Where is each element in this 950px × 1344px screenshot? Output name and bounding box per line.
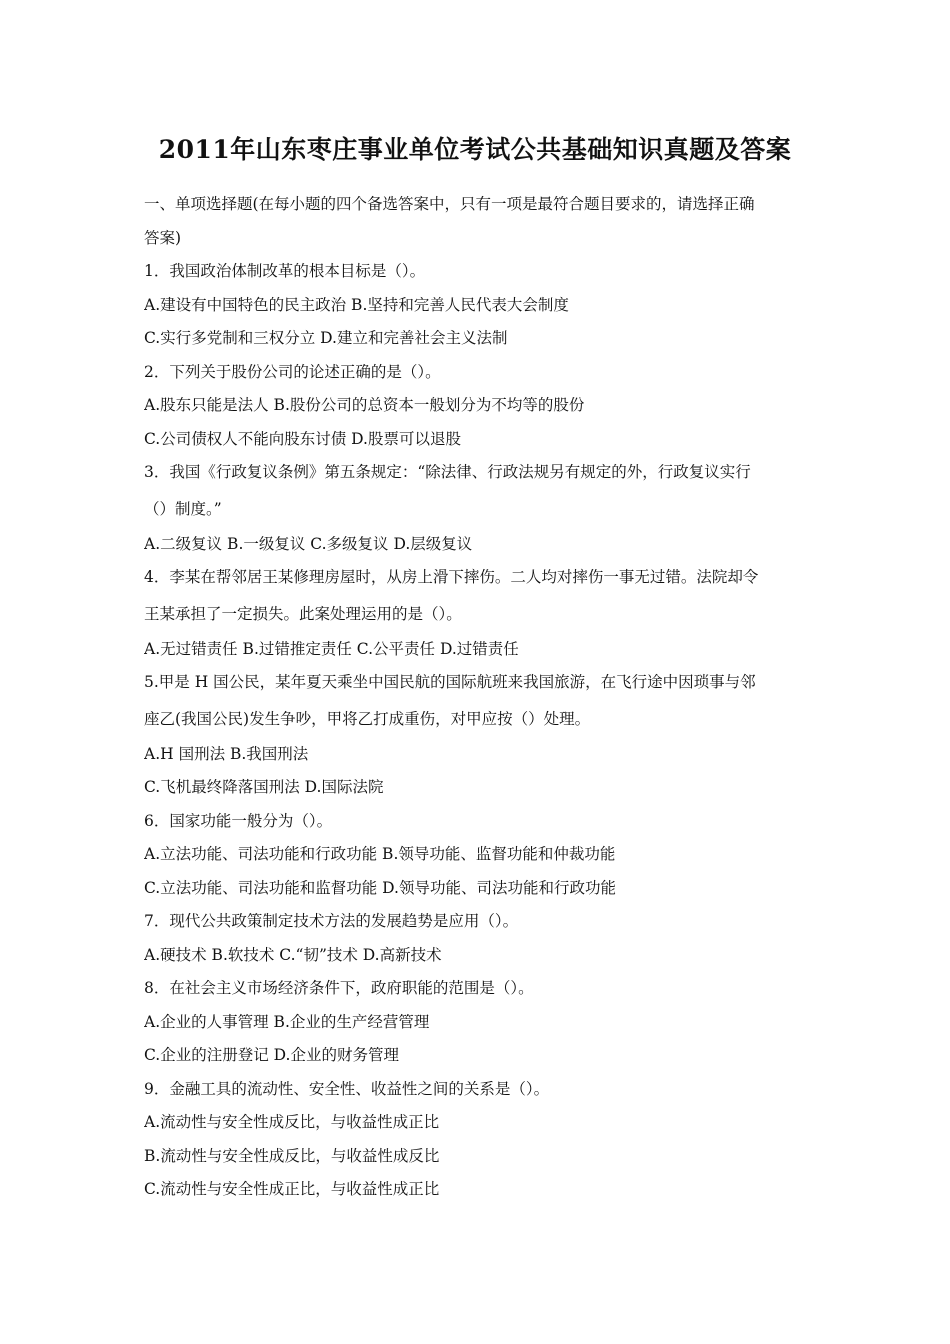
question-5-options-cd: C.飞机最终降落国刑法 D.国际法院 xyxy=(144,778,384,796)
question-5: 5.甲是 H 国公民，某年夏天乘坐中国民航的国际航班来我国旅游，在飞行途中因琐事与邻 xyxy=(144,673,756,691)
question-9-option-c: C.流动性与安全性成正比，与收益性成正比 xyxy=(144,1180,440,1198)
question-9: 9．金融工具的流动性、安全性、收益性之间的关系是（）。 xyxy=(144,1079,550,1098)
question-3: 3．我国《行政复议条例》第五条规定：“除法律、行政法规另有规定的外，行政复议实行 xyxy=(144,463,751,481)
question-6-options-cd: C.立法功能、司法功能和监督功能 D.领导功能、司法功能和行政功能 xyxy=(144,878,616,897)
question-8: 8．在社会主义市场经济条件下，政府职能的范围是（）。 xyxy=(144,979,534,997)
question-1-options-cd: C.实行多党制和三权分立 D.建立和完善社会主义法制 xyxy=(144,329,508,347)
question-2: 2．下列关于股份公司的论述正确的是（）。 xyxy=(144,362,441,381)
question-2-options-cd: C.公司债权人不能向股东讨债 D.股票可以退股 xyxy=(144,429,461,448)
question-8-options-cd: C.企业的注册登记 D.企业的财务管理 xyxy=(144,1046,399,1064)
question-5-cont: 座乙(我国公民)发生争吵，甲将乙打成重伤，对甲应按（）处理。 xyxy=(144,709,591,728)
question-4-cont: 王某承担了一定损失。此案处理运用的是（）。 xyxy=(144,604,462,623)
question-7-options: A.硬技术 B.软技术 C.“韧”技术 D.高新技术 xyxy=(144,945,442,964)
question-7: 7．现代公共政策制定技术方法的发展趋势是应用（）。 xyxy=(144,912,519,930)
question-3-cont: （）制度。” xyxy=(144,499,222,518)
question-6: 6．国家功能一般分为（）。 xyxy=(144,811,333,830)
question-8-options-ab: A.企业的人事管理 B.企业的生产经营管理 xyxy=(144,1012,430,1031)
question-9-option-a: A.流动性与安全性成反比，与收益性成正比 xyxy=(144,1113,440,1131)
document-body xyxy=(144,188,810,1207)
question-4-options: A.无过错责任 B.过错推定责任 C.公平责任 D.过错责任 xyxy=(144,639,519,658)
question-1: 1．我国政治体制改革的根本目标是（）。 xyxy=(144,262,426,280)
question-2-options-ab: A.股东只能是法人 B.股份公司的总资本一般划分为不均等的股份 xyxy=(144,396,585,414)
question-1-options-ab: A.建设有中国特色的民主政治 B.坚持和完善人民代表大会制度 xyxy=(144,295,569,314)
question-3-options: A.二级复议 B.一级复议 C.多级复议 D.层级复议 xyxy=(144,534,473,553)
section-heading-line: 一、单项选择题(在每小题的四个备选答案中，只有一项是最符合题目要求的，请选择正确 xyxy=(144,195,755,213)
question-5-options-ab: A.H 国刑法 B.我国刑法 xyxy=(144,744,309,763)
question-6-options-ab: A.立法功能、司法功能和行政功能 B.领导功能、监督功能和仲裁功能 xyxy=(144,845,616,863)
section-heading-line-cont: 答案) xyxy=(144,228,182,247)
question-9-option-b: B.流动性与安全性成反比，与收益性成反比 xyxy=(144,1146,440,1165)
document-title: 2011年山东枣庄事业单位考试公共基础知识真题及答案 xyxy=(158,135,792,164)
question-4: 4．李某在帮邻居王某修理房屋时，从房上滑下摔伤。二人均对摔伤一事无过错。法院却令 xyxy=(144,568,759,586)
